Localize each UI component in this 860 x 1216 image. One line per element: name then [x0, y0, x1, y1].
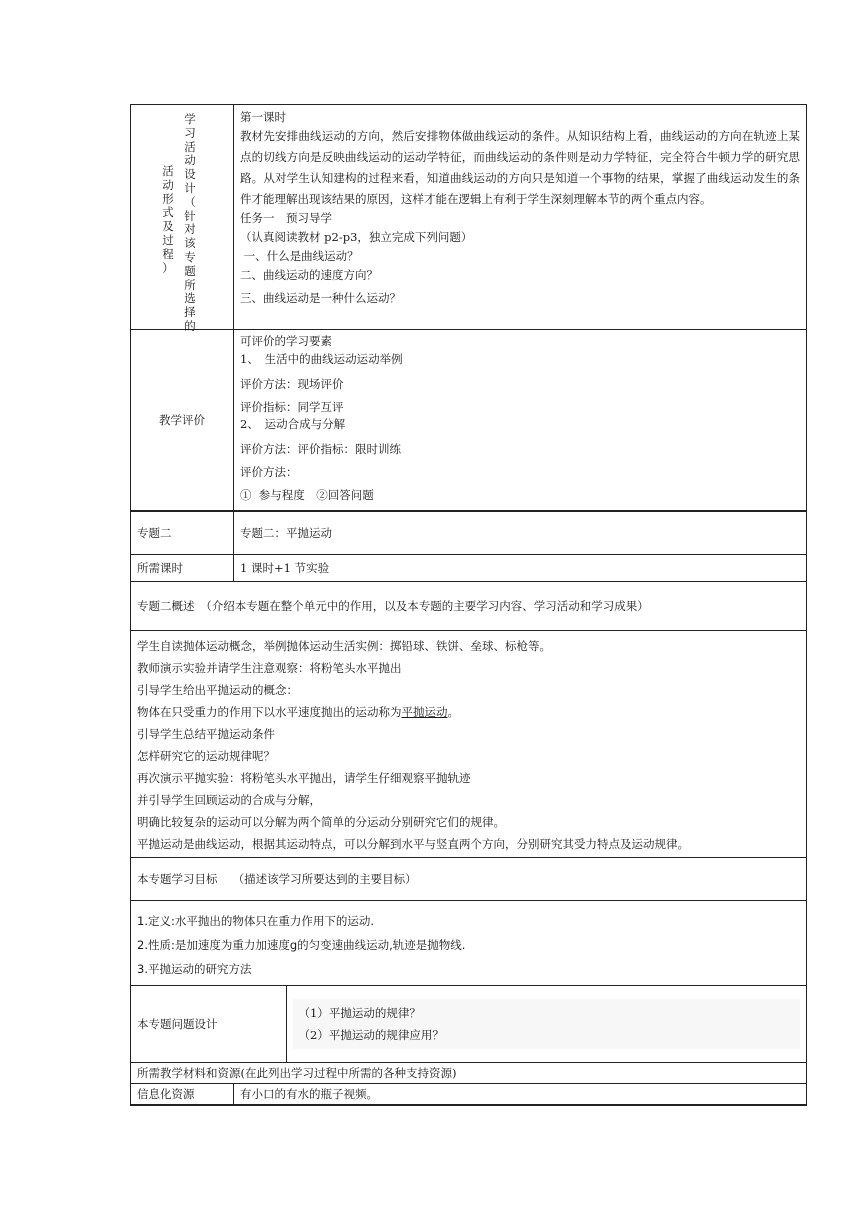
overview-line: 怎样研究它的运动规律呢？ — [137, 749, 275, 763]
vertical-label-char: 过 — [162, 232, 174, 247]
activity-row — [131, 105, 807, 330]
goals-heading-row — [131, 858, 807, 901]
info-value: 有小口的有水的瓶子视频。 — [234, 1084, 807, 1106]
evaluation-line: 2、 运动合成与分解 — [240, 417, 346, 431]
materials-heading: 所需教学材料和资源(在此列出学习过程中所需的各种支持资源) — [131, 1063, 807, 1084]
vertical-label-char: 及 — [162, 219, 174, 234]
vertical-label-char: 式 — [162, 205, 174, 220]
questions-list — [286, 986, 806, 1062]
overview-line: 教师演示实验并请学生注意观察：将粉笔头水平抛出 — [137, 661, 402, 675]
evaluation-line: 1、 生活中的曲线运动运动举例 — [240, 352, 403, 366]
topic-label: 专题二 — [131, 511, 234, 555]
activity-label-column-2 — [183, 113, 197, 334]
vertical-label-char: 对 — [184, 222, 196, 237]
activity-line: （认真阅读教材 p2-p3，独立完成下列问题） — [240, 230, 473, 244]
questions-row — [131, 986, 807, 1063]
evaluation-line: 评价指标：同学互评 — [240, 400, 344, 414]
evaluation-line: 可评价的学习要素 — [240, 334, 332, 348]
vertical-label-char: 题 — [184, 263, 196, 278]
goal-item: 2.性质:是加速度为重力加速度g的匀变速曲线运动,轨迹是抛物线. — [137, 938, 466, 952]
lesson-plan-page — [130, 104, 806, 1106]
overview-heading: 专题二概述 （介绍本专题在整个单元中的作用，以及本专题的主要学习内容、学习活动和学习成果） — [131, 582, 807, 631]
overview-line: 引导学生总结平抛运动条件 — [137, 727, 275, 741]
activity-content — [234, 105, 807, 330]
question-item: （1）平抛运动的规律？ — [298, 1006, 421, 1020]
vertical-label-char: 动 — [184, 153, 196, 168]
overview-line: 平抛运动是曲线运动，根据其运动特点，可以分解到水平与竖直两个方向，分别研究其受力特点及运动规律。 — [137, 837, 689, 851]
overview-line: 明确比较复杂的运动可以分解为两个简单的分运动分别研究它们的规律。 — [137, 815, 505, 829]
overview-line: 再次演示平抛实验：将粉笔头水平抛出，请学生仔细观察平抛轨迹 — [137, 771, 471, 785]
evaluation-line: 评价方法：评价指标：限时训练 — [240, 442, 401, 456]
overview-line: 学生自读抛体运动概念，举例抛体运动生活实例：掷铅球、铁饼、垒球、标枪等。 — [137, 639, 551, 653]
vertical-label-char: 形 — [162, 191, 174, 206]
overview-definition-term: 平抛运动 — [401, 705, 448, 719]
evaluation-line: 评价方法： — [240, 465, 298, 479]
vertical-label-char: ） — [162, 260, 174, 275]
info-label: 信息化资源 — [131, 1084, 234, 1106]
hours-label: 所需课时 — [131, 555, 234, 582]
evaluation-line: 评价方法：现场评价 — [240, 377, 344, 391]
questions-label: 本专题问题设计 — [131, 986, 286, 1062]
vertical-label-char: 选 — [184, 291, 196, 306]
questions-table — [131, 986, 806, 1062]
vertical-label-char: 专 — [184, 249, 196, 264]
info-row — [131, 1084, 807, 1106]
vertical-label-char: 针 — [184, 208, 196, 223]
goal-item: 3.平抛运动的研究方法 — [137, 962, 252, 976]
vertical-label-char: 的 — [184, 318, 196, 333]
goals-content-row — [131, 901, 807, 986]
activity-line: 二、曲线运动的速度方向？ — [240, 268, 378, 282]
goal-item: 1.定义:水平抛出的物体只在重力作用下的运动. — [137, 914, 374, 928]
topic-row — [131, 511, 807, 555]
overview-definition-period: 。 — [447, 705, 459, 719]
topic-value: 专题二：平抛运动 — [234, 511, 807, 555]
lesson-plan-table — [130, 104, 807, 1106]
overview-heading-row — [131, 582, 807, 631]
activity-line: 第一课时 — [240, 110, 286, 124]
activity-label-column-1 — [161, 165, 175, 275]
overview-definition-text: 物体在只受重力的作用下以水平速度抛出的运动称为 — [137, 705, 402, 719]
evaluation-content — [234, 330, 807, 512]
questions-box — [293, 999, 801, 1049]
vertical-label-char: 动 — [162, 177, 174, 192]
activity-line: 任务一 预习导学 — [240, 211, 332, 225]
vertical-label-char: 学 — [184, 112, 196, 126]
activity-line: 三、曲线运动是一种什么运动？ — [240, 291, 401, 305]
overview-line: 并引导学生回顾运动的合成与分解， — [137, 793, 321, 807]
goals-heading: 本专题学习目标 （描述该学习所要达到的主要目标） — [131, 858, 807, 901]
overview-content-row — [131, 631, 807, 858]
vertical-label-char: 习 — [184, 125, 196, 140]
hours-value: 1 课时+1 节实验 — [234, 555, 807, 582]
materials-row — [131, 1063, 807, 1084]
vertical-label-char: 活 — [184, 139, 196, 154]
overview-line: 引导学生给出平抛运动的概念： — [137, 683, 298, 697]
evaluation-row — [131, 330, 807, 512]
vertical-label-char: 择 — [184, 305, 196, 320]
vertical-label-char: 计 — [184, 180, 196, 195]
vertical-label-char: 所 — [184, 277, 196, 292]
vertical-label-char: 设 — [184, 167, 196, 182]
evaluation-label: 教学评价 — [131, 330, 234, 512]
vertical-label-char: 活 — [162, 164, 174, 178]
evaluation-line: ① 参与程度 ②回答问题 — [240, 488, 374, 502]
activity-label — [131, 105, 234, 333]
goals-content — [131, 901, 807, 986]
activity-line: 一、什么是曲线运动？ — [240, 249, 359, 263]
question-item: （2）平抛运动的规律应用？ — [298, 1028, 444, 1042]
vertical-label-char: 该 — [184, 236, 196, 251]
questions-wrapper — [131, 986, 807, 1063]
overview-line-definition — [137, 701, 800, 723]
overview-content — [131, 631, 807, 858]
vertical-label-char: 程 — [162, 246, 174, 261]
hours-row — [131, 555, 807, 582]
vertical-label-char: （ — [184, 194, 196, 209]
activity-paragraph: 教材先安排曲线运动的方向，然后安排物体做曲线运动的条件。从知识结构上看，曲线运动的方向在轨迹上某点的切线方向是反映曲线运动的运动学特征，而曲线运动的条件则是动力学特征，完全符合牛顿力学的研究思路。从对学生认知建构的过程来看，知道曲线运动的方向只是知道一个事物的结果，掌握了曲线运动发生的条件才能理解出现该结果的原因，这样才能在逻辑上有利于学生深刻理解本节的两个重点内容。 — [240, 129, 801, 206]
